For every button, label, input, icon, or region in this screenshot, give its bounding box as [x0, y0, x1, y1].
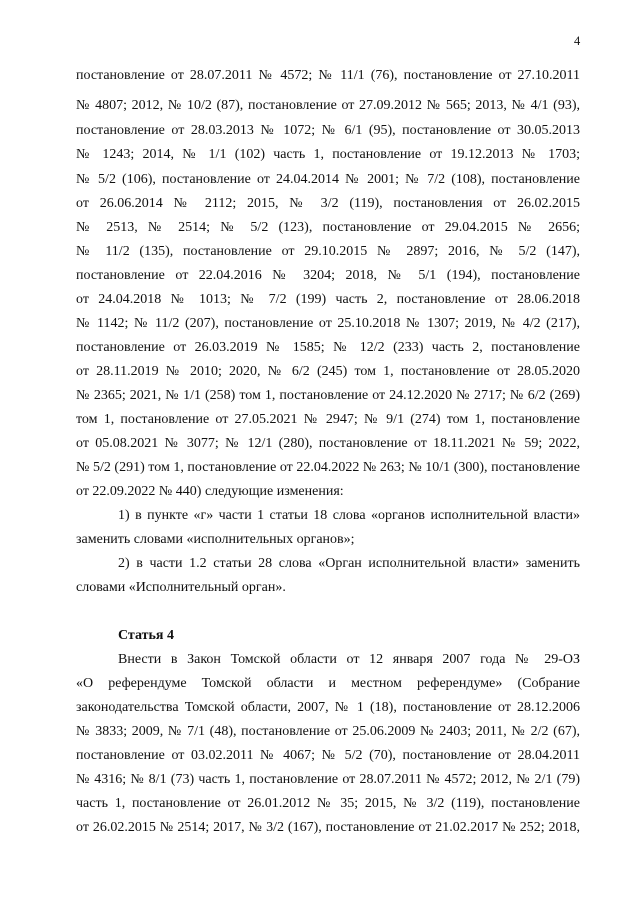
text-line: от 26.02.2015 № 2514; 2017, № 3/2 (167), постановление от 21.02.2017 № 252; 2018,: [76, 820, 580, 835]
text-line: постановление от 28.07.2011 № 4572; № 11/1 (76), постановление от 27.10.2011: [76, 68, 580, 83]
text-line: постановление от 03.02.2011 № 4067; № 5/2 (70), постановление от 28.04.2011: [76, 748, 580, 763]
text-line: постановление от 26.03.2019 № 1585; № 12/2 (233) часть 2, постановление: [76, 340, 580, 355]
text-line: № 5/2 (106), постановление от 24.04.2014 № 2001; № 7/2 (108), постановление: [76, 172, 580, 187]
text-line: № 1243; 2014, № 1/1 (102) часть 1, постановление от 19.12.2013 № 1703;: [76, 147, 580, 162]
list-item-line: словами «Исполнительный орган».: [76, 580, 286, 595]
text-line: «О референдуме Томской области и местном референдуме» (Собрание: [76, 676, 580, 691]
text-line: законодательства Томской области, 2007, № 1 (18), постановление от 28.12.2006: [76, 700, 580, 715]
text-line: № 2513, № 2514; № 5/2 (123), постановление от 29.04.2015 № 2656;: [76, 220, 580, 235]
text-line: постановление от 28.03.2013 № 1072; № 6/1 (95), постановление от 30.05.2013: [76, 123, 580, 138]
article-heading: Статья 4: [118, 628, 174, 643]
text-line: № 2365; 2021, № 1/1 (258) том 1, постановление от 24.12.2020 № 2717; № 6/2 (269): [76, 388, 580, 403]
text-line: № 11/2 (135), постановление от 29.10.2015 № 2897; 2016, № 5/2 (147),: [76, 244, 580, 259]
text-line: от 05.08.2021 № 3077; № 12/1 (280), постановление от 18.11.2021 № 59; 2022,: [76, 436, 580, 451]
text-line: Внести в Закон Томской области от 12 января 2007 года № 29-ОЗ: [118, 652, 580, 667]
text-line: № 4807; 2012, № 10/2 (87), постановление от 27.09.2012 № 565; 2013, № 4/1 (93),: [76, 98, 580, 113]
text-line: от 24.04.2018 № 1013; № 7/2 (199) часть 2, постановление от 28.06.2018: [76, 292, 580, 307]
text-line: от 22.09.2022 № 440) следующие изменения:: [76, 484, 344, 499]
text-line: № 1142; № 11/2 (207), постановление от 25.10.2018 № 1307; 2019, № 4/2 (217),: [76, 316, 580, 331]
text-line: от 26.06.2014 № 2112; 2015, № 3/2 (119), постановления от 26.02.2015: [76, 196, 580, 211]
text-line: № 4316; № 8/1 (73) часть 1, постановление от 28.07.2011 № 4572; 2012, № 2/1 (79): [76, 772, 580, 787]
text-line: часть 1, постановление от 26.01.2012 № 35; 2015, № 3/2 (119), постановление: [76, 796, 580, 811]
text-line: постановление от 22.04.2016 № 3204; 2018, № 5/1 (194), постановление: [76, 268, 580, 283]
text-line: от 28.11.2019 № 2010; 2020, № 6/2 (245) том 1, постановление от 28.05.2020: [76, 364, 580, 379]
text-line: № 3833; 2009, № 7/1 (48), постановление от 25.06.2009 № 2403; 2011, № 2/2 (67),: [76, 724, 580, 739]
text-line: том 1, постановление от 27.05.2021 № 2947; № 9/1 (274) том 1, постановление: [76, 412, 580, 427]
list-item-line: 2) в части 1.2 статьи 28 слова «Орган исполнительной власти» заменить: [118, 556, 580, 571]
list-item-line: 1) в пункте «г» части 1 статьи 18 слова «органов исполнительной власти»: [118, 508, 580, 523]
list-item-line: заменить словами «исполнительных органов»;: [76, 532, 355, 547]
text-line: № 5/2 (291) том 1, постановление от 22.04.2022 № 263; № 10/1 (300), постановление: [76, 460, 580, 475]
page-number: 4: [574, 34, 581, 48]
